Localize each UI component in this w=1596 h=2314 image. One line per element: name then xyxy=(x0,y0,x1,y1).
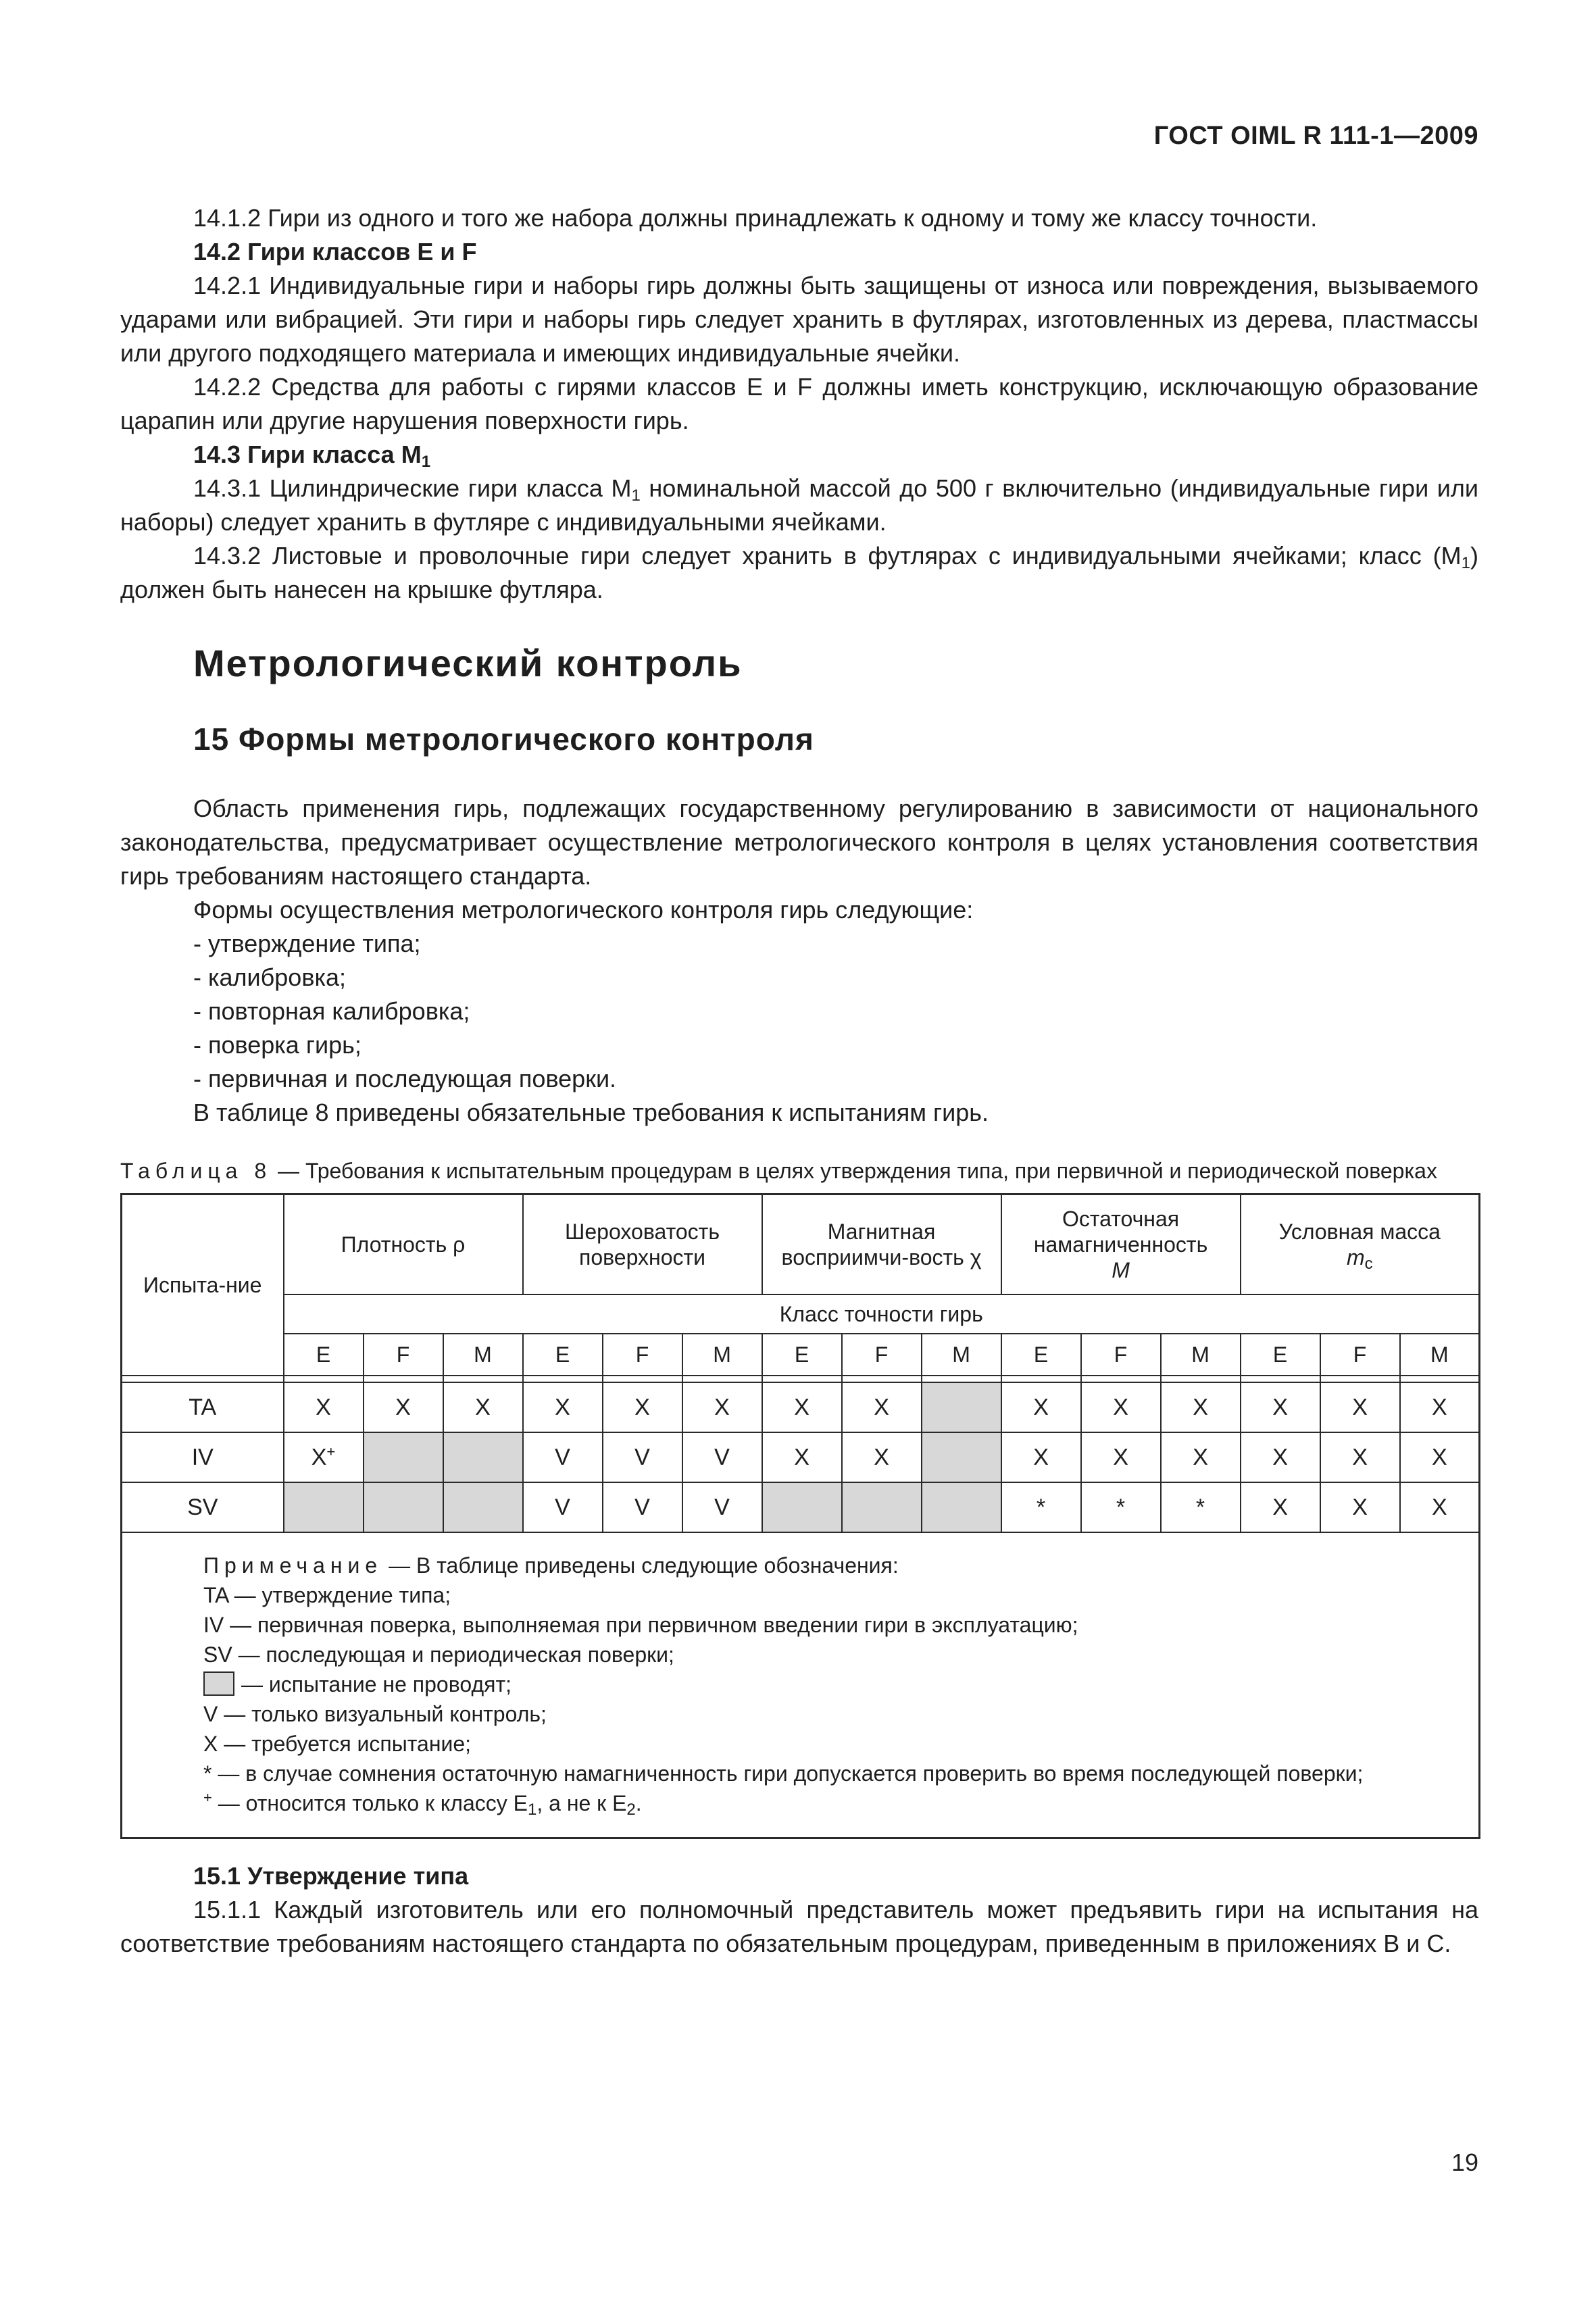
shaded-cell xyxy=(922,1382,1001,1432)
paragraph-14-3-1-part-a: 14.3.1 Цилиндрические гири класса M xyxy=(193,474,632,502)
class-letter-cell: E xyxy=(1001,1334,1081,1376)
heading-15-1: 15.1 Утверждение типа xyxy=(193,1862,469,1890)
class-letter-cell: M xyxy=(1400,1334,1480,1376)
header-separator-row xyxy=(122,1376,1480,1382)
table-cell: X xyxy=(1320,1482,1400,1532)
note-plus-text-c: . xyxy=(635,1791,642,1815)
table-cell: X xyxy=(1001,1382,1081,1432)
group-header-magnetization-symbol: M xyxy=(1112,1258,1130,1282)
class-letter-cell: E xyxy=(523,1334,603,1376)
paragraph-15-intro: Область применения гирь, подлежащих государственному регулированию в зависимости от национального законодательства, предусматривает осуществление метрологического контроля в целях установления соответствия гирь требованиям настоящего стандарта. xyxy=(120,795,1478,890)
group-header-conventional-mass-label: Условная масса xyxy=(1278,1219,1441,1244)
table-cell: X xyxy=(1241,1482,1320,1532)
note-star: * — в случае сомнения остаточную намагниченность гири допускается проверить во время последующей поверки; xyxy=(203,1761,1364,1786)
separator-cell xyxy=(1081,1376,1161,1382)
shaded-cell xyxy=(922,1432,1001,1482)
separator-cell xyxy=(443,1376,523,1382)
table-8-label: Таблица 8 xyxy=(120,1159,272,1183)
table-cell: * xyxy=(1161,1482,1241,1532)
document-body xyxy=(120,201,1478,1961)
table-cell: X xyxy=(1241,1382,1320,1432)
table-cell: X xyxy=(284,1382,364,1432)
table-cell xyxy=(284,1432,364,1482)
separator-cell xyxy=(922,1376,1001,1382)
part-title: Метрологический контроль xyxy=(193,642,743,684)
row-label-cell: IV xyxy=(122,1432,284,1482)
note-plus-text-b: , а не к E xyxy=(537,1791,627,1815)
table-cell: V xyxy=(603,1482,682,1532)
table-cell: X xyxy=(1241,1432,1320,1482)
group-header-magnetization-label: Остаточная намагниченность xyxy=(1033,1207,1208,1257)
separator-cell xyxy=(1400,1376,1480,1382)
document-page xyxy=(120,0,1478,2314)
table-8-caption-text: — Требования к испытательным процедурам в целях утверждения типа, при первичной и периодической поверках xyxy=(272,1159,1437,1183)
note-plus-symbol: + xyxy=(203,1789,212,1806)
note-label: Примечание xyxy=(203,1553,383,1578)
shaded-cell xyxy=(762,1482,842,1532)
class-letter-cell: E xyxy=(1241,1334,1320,1376)
paragraph-14-3-1-part-b: номинальной массой до 500 г включительно (индивидуальные гири или наборы) следует хранить в футляре с индивидуальными ячейками. xyxy=(120,474,1478,536)
paragraph-14-1-2: 14.1.2 Гири из одного и того же набора должны принадлежать к одному и тому же классу точности. xyxy=(193,204,1318,232)
table-cell: V xyxy=(523,1482,603,1532)
table-cell: X xyxy=(603,1382,682,1432)
table-cell: X xyxy=(762,1382,842,1432)
class-letter-cell: E xyxy=(762,1334,842,1376)
table-cell: X xyxy=(523,1382,603,1432)
note-shaded-text: — испытание не проводят; xyxy=(241,1672,512,1696)
separator-cell xyxy=(1241,1376,1320,1382)
table-cell: X xyxy=(1081,1432,1161,1482)
separator-cell xyxy=(1161,1376,1241,1382)
table-8-requirements xyxy=(120,1193,1480,1839)
cell-value: X xyxy=(311,1444,327,1470)
section-15-1 xyxy=(120,1859,1478,1961)
group-header-conventional-mass xyxy=(1241,1194,1480,1295)
class-letter-cell: F xyxy=(603,1334,682,1376)
note-plus-sub2: 2 xyxy=(626,1801,636,1819)
heading-14-3-text: 14.3 Гири класса M xyxy=(193,441,422,468)
list-item: - поверка гирь; xyxy=(193,1031,361,1059)
shaded-cell xyxy=(443,1482,523,1532)
class-letter-cell: F xyxy=(364,1334,443,1376)
separator-cell xyxy=(523,1376,603,1382)
separator-cell xyxy=(364,1376,443,1382)
shaded-cell xyxy=(364,1482,443,1532)
mass-symbol-m: m xyxy=(1346,1245,1365,1269)
paragraph-table-ref: В таблице 8 приведены обязательные требования к испытаниям гирь. xyxy=(193,1099,989,1126)
class-letter-cell: F xyxy=(1081,1334,1161,1376)
table-cell: X xyxy=(1081,1382,1161,1432)
class-letter-cell: M xyxy=(682,1334,762,1376)
separator-cell xyxy=(1320,1376,1400,1382)
list-item: - калибровка; xyxy=(193,963,347,991)
list-item: - утверждение типа; xyxy=(193,930,421,957)
table-cell: X xyxy=(1320,1432,1400,1482)
shaded-cell xyxy=(842,1482,922,1532)
class-letter-cell: F xyxy=(1320,1334,1400,1376)
document-code-header: ГОСТ OIML R 111-1—2009 xyxy=(1153,122,1478,150)
table-cell: V xyxy=(682,1482,762,1532)
table-notes-row xyxy=(122,1532,1480,1838)
class-header-cell: Класс точности гирь xyxy=(284,1294,1480,1334)
paragraph-15-1-1: 15.1.1 Каждый изготовитель или его полномочный представитель может предъявить гири на испытания на соответствие требованиям настоящего стандарта по обязательным процедурам, приведенным в приложениях B и C. xyxy=(120,1896,1478,1957)
note-ta: TA — утверждение типа; xyxy=(203,1583,451,1607)
group-header-roughness: Шероховатость поверхности xyxy=(523,1194,762,1295)
table-cell: V xyxy=(603,1432,682,1482)
list-item: - повторная калибровка; xyxy=(193,997,470,1025)
table-cell: * xyxy=(1081,1482,1161,1532)
separator-cell xyxy=(1001,1376,1081,1382)
section-15-title: 15 Формы метрологического контроля xyxy=(193,722,814,757)
group-header-magnetization xyxy=(1001,1194,1241,1295)
class-letter-cell: M xyxy=(443,1334,523,1376)
group-header-density: Плотность ρ xyxy=(284,1194,523,1295)
table-notes-cell xyxy=(122,1532,1480,1838)
shaded-cell xyxy=(284,1482,364,1532)
mass-symbol-subscript: c xyxy=(1364,1255,1373,1273)
table-8-body xyxy=(122,1382,1480,1532)
separator-cell xyxy=(284,1376,364,1382)
table-row xyxy=(122,1382,1480,1432)
class-letter-cell: F xyxy=(842,1334,922,1376)
group-header-conventional-mass-symbol xyxy=(1241,1244,1479,1273)
table-header-row xyxy=(122,1194,1480,1295)
paragraph-14-3-2-part-b: ) должен быть нанесен на крышке футляра. xyxy=(120,542,1478,603)
class-letter-cell: M xyxy=(1161,1334,1241,1376)
table-row xyxy=(122,1432,1480,1482)
note-plus-text-a: — относится только к классу E xyxy=(211,1791,528,1815)
class-header-row xyxy=(122,1294,1480,1334)
shaded-cell xyxy=(364,1432,443,1482)
table-row xyxy=(122,1482,1480,1532)
shaded-cell xyxy=(443,1432,523,1482)
separator-cell xyxy=(122,1376,284,1382)
note-intro xyxy=(203,1551,1451,1580)
shaded-cell xyxy=(922,1482,1001,1532)
class-letter-cell: M xyxy=(922,1334,1001,1376)
table-cell: V xyxy=(682,1432,762,1482)
table-cell: X xyxy=(1161,1382,1241,1432)
table-cell: X xyxy=(443,1382,523,1432)
table-cell: X xyxy=(1400,1382,1480,1432)
separator-cell xyxy=(682,1376,762,1382)
table-cell: X xyxy=(1001,1432,1081,1482)
page-number: 19 xyxy=(1451,2148,1478,2176)
paragraph-14-2-2: 14.2.2 Средства для работы с гирями классов E и F должны иметь конструкцию, исключающую образование царапин или другие нарушения поверхности гирь. xyxy=(120,373,1478,434)
shaded-cell-legend-icon xyxy=(203,1671,234,1696)
list-item: - первичная и последующая поверки. xyxy=(193,1065,617,1092)
heading-14-3 xyxy=(120,438,1478,472)
row-header-cell: Испыта-ние xyxy=(122,1194,284,1376)
heading-14-3-subscript: 1 xyxy=(421,453,431,471)
row-label-cell: SV xyxy=(122,1482,284,1532)
table-cell: X xyxy=(364,1382,443,1432)
table-cell: X xyxy=(682,1382,762,1432)
class-letters-row xyxy=(122,1334,1480,1376)
table-cell: X xyxy=(1400,1432,1480,1482)
paragraph-14-3-1-subscript: 1 xyxy=(631,486,641,505)
table-cell: X xyxy=(842,1382,922,1432)
row-label-cell: TA xyxy=(122,1382,284,1432)
paragraph-14-3-1 xyxy=(120,472,1478,539)
note-plus-sub1: 1 xyxy=(527,1801,537,1819)
class-letter-cell: E xyxy=(284,1334,364,1376)
note-x: X — требуется испытание; xyxy=(203,1732,472,1756)
paragraph-14-3-2-subscript: 1 xyxy=(1461,554,1470,572)
table-cell: X xyxy=(762,1432,842,1482)
table-cell: * xyxy=(1001,1482,1081,1532)
cell-superscript: + xyxy=(326,1443,336,1460)
paragraph-14-3-2 xyxy=(120,539,1478,607)
group-header-susceptibility: Магнитная восприимчи-вость χ xyxy=(762,1194,1001,1295)
table-cell: X xyxy=(1400,1482,1480,1532)
table-cell: X xyxy=(1161,1432,1241,1482)
separator-cell xyxy=(842,1376,922,1382)
note-shaded xyxy=(203,1669,1451,1699)
note-v: V — только визуальный контроль; xyxy=(203,1702,547,1726)
table-cell: X xyxy=(842,1432,922,1482)
table-8-caption xyxy=(120,1157,1478,1185)
heading-14-2: 14.2 Гири классов E и F xyxy=(193,238,477,266)
paragraph-14-3-2-part-a: 14.3.2 Листовые и проволочные гири следует хранить в футлярах с индивидуальными ячейками; класс (M xyxy=(193,542,1462,570)
note-intro-text: — В таблице приведены следующие обозначения: xyxy=(382,1553,899,1578)
table-cell: V xyxy=(523,1432,603,1482)
paragraph-15-forms: Формы осуществления метрологического контроля гирь следующие: xyxy=(193,896,974,924)
separator-cell xyxy=(603,1376,682,1382)
table-cell: X xyxy=(1320,1382,1400,1432)
paragraph-14-2-1: 14.2.1 Индивидуальные гири и наборы гирь должны быть защищены от износа или повреждения, вызываемого ударами или вибрацией. Эти гири и наборы гирь следует хранить в футлярах, изготовленных из дерева, пластмассы или другого подходящего материала и имеющих индивидуальные ячейки. xyxy=(120,272,1478,367)
separator-cell xyxy=(762,1376,842,1382)
note-plus xyxy=(203,1788,1451,1818)
note-sv: SV — последующая и периодическая поверки; xyxy=(203,1642,674,1667)
note-iv: IV — первичная поверка, выполняемая при первичном введении гири в эксплуатацию; xyxy=(203,1613,1078,1637)
control-forms-list xyxy=(120,927,1478,1096)
